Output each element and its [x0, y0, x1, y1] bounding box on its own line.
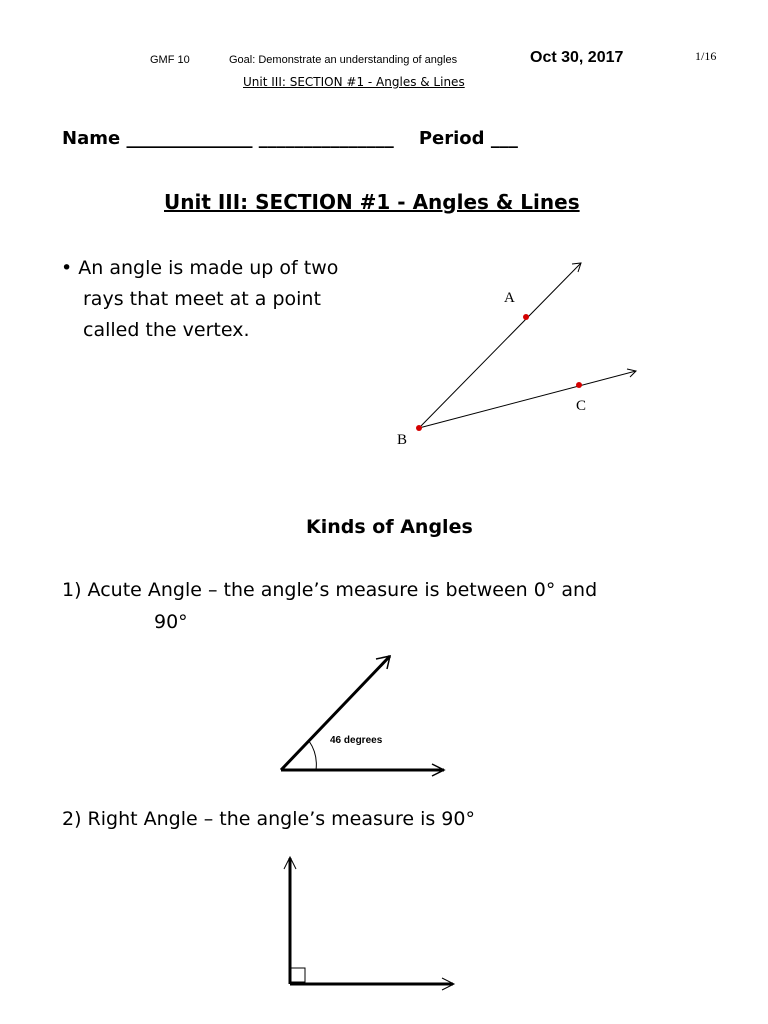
- course-code: GMF 10: [150, 54, 190, 66]
- name-label: Name: [62, 128, 121, 149]
- intro-line-2: rays that meet at a point: [83, 288, 321, 310]
- name-blank-1: ______________: [126, 128, 253, 149]
- label-c: C: [576, 398, 587, 414]
- acute-definition-cont: 90°: [154, 611, 188, 633]
- header-subtitle: Unit III: SECTION #1 - Angles & Lines: [243, 75, 465, 89]
- acute-definition: 1) Acute Angle – the angle’s measure is between 0° and: [62, 579, 598, 601]
- date: Oct 30, 2017: [530, 49, 624, 66]
- page-title: Unit III: SECTION #1 - Angles & Lines: [164, 190, 580, 214]
- bullet: •: [61, 257, 73, 279]
- label-b: B: [397, 432, 408, 448]
- label-a: A: [504, 290, 515, 306]
- goal-text: Goal: Demonstrate an understanding of angles: [229, 54, 458, 66]
- period-label: Period: [418, 128, 485, 149]
- page-number: 1/16: [695, 49, 717, 63]
- right-definition: 2) Right Angle – the angle’s measure is 90°: [62, 808, 475, 830]
- intro-line-3: called the vertex.: [83, 319, 250, 341]
- intro-text-1: An angle is made up of two: [78, 257, 339, 279]
- acute-angle-label: 46 degrees: [330, 735, 383, 746]
- right-angle-square-marker: [291, 968, 305, 982]
- name-blank-2: _______________: [258, 128, 394, 149]
- period-blank: ___: [490, 128, 518, 149]
- kinds-heading: Kinds of Angles: [306, 516, 473, 538]
